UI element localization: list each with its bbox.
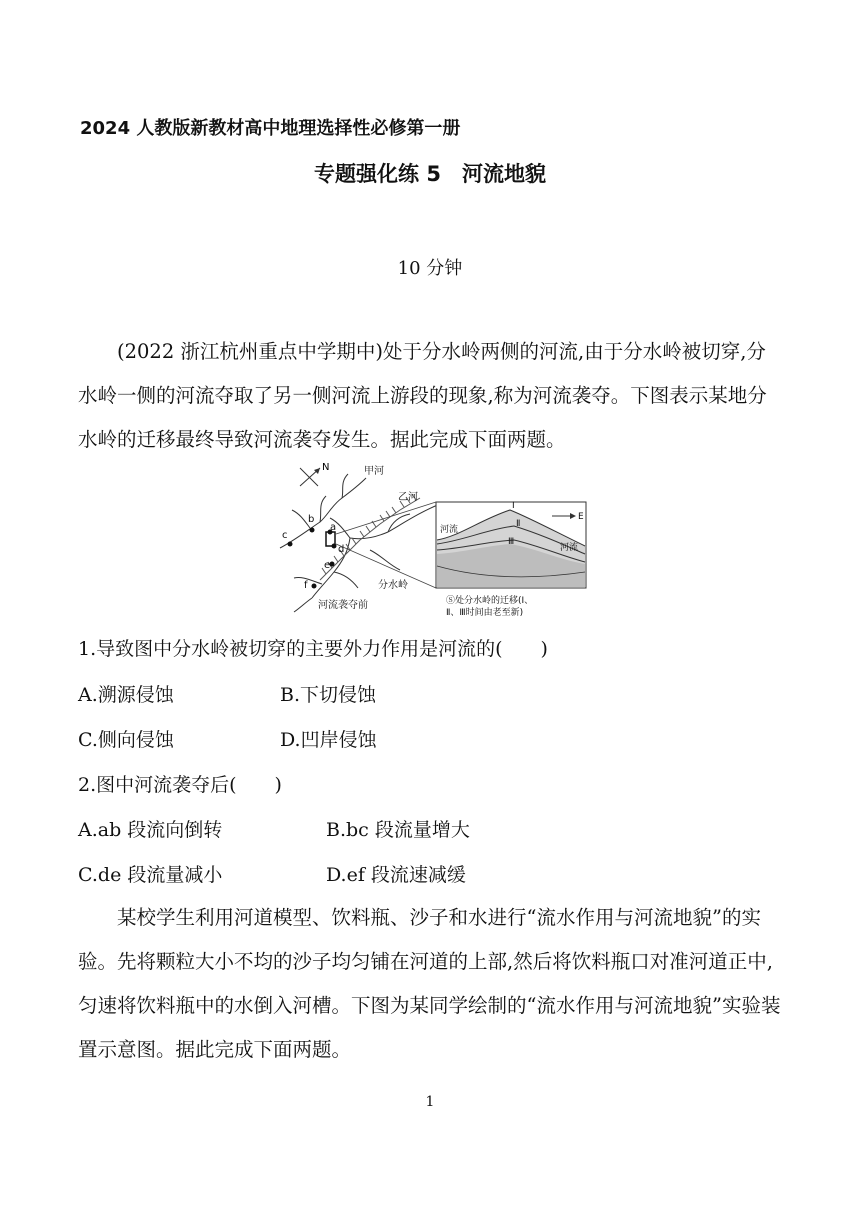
period-III-label: Ⅲ xyxy=(508,537,515,547)
question-1-stem: 1.导致图中分水岭被切穿的主要外力作用是河流的( ) xyxy=(78,638,548,660)
page-title: 专题强化练 5 河流地貌 xyxy=(314,162,546,186)
label-d: d xyxy=(338,544,345,555)
label-f: f xyxy=(304,580,308,591)
river-jia-label: 甲河 xyxy=(364,466,384,477)
figure-caption: 河流袭夺前 xyxy=(318,600,368,611)
point-markers xyxy=(288,528,337,589)
inset-river-right: 河流 xyxy=(560,543,579,553)
q2-option-c: C.de 段流量减小 xyxy=(78,864,223,886)
q2-option-d: D.ef 段流速减缓 xyxy=(326,864,466,886)
q1-option-d: D.凹岸侵蚀 xyxy=(280,729,377,751)
passage-1: (2022 浙江杭州重点中学期中)处于分水岭两侧的河流,由于分水岭被切穿,分水岭一侧的河流夺取了另一侧河流上游段的现象,称为河流袭夺。下图表示某地分水岭的迁移最终导致河流袭夺发生。据此完成下面两题。 xyxy=(78,340,767,451)
page-number: 1 xyxy=(425,1094,435,1110)
question-2-stem: 2.图中河流袭夺后( ) xyxy=(78,774,282,796)
north-label: N xyxy=(322,462,330,473)
label-b: b xyxy=(308,514,315,525)
label-e: e xyxy=(324,560,331,571)
inset-note-line1: Ⓢ处分水岭的迁移(Ⅰ、 xyxy=(446,596,534,606)
label-c: c xyxy=(282,530,288,541)
label-a: a xyxy=(330,522,337,533)
period-II-label: Ⅱ xyxy=(516,519,521,529)
passage-2: 某校学生利用河道模型、饮料瓶、沙子和水进行“流水作用与河流地貌”的实验。先将颗粒大小不均的沙子均匀铺在河道的上部,然后将饮料瓶口对准河道正中,匀速将饮料瓶中的水倒入河槽。下图为某同学绘制的“流水作用与河流地貌”实验装置示意图。据此完成下面两题。 xyxy=(78,906,781,1061)
q1-option-b: B.下切侵蚀 xyxy=(280,684,377,706)
q2-option-b: B.bc 段流量增大 xyxy=(326,819,470,841)
period-I-label: Ⅰ xyxy=(512,501,515,511)
cross-section-inset xyxy=(436,501,586,588)
document-header: 2024 人教版新教材高中地理选择性必修第一册 xyxy=(80,118,461,139)
east-label: E xyxy=(578,512,584,522)
inset-note-line2: Ⅱ、Ⅲ时间由老至新) xyxy=(446,608,524,618)
north-arrow-icon xyxy=(300,462,329,486)
q1-option-c: C.侧向侵蚀 xyxy=(78,729,174,751)
river-yi-label: 乙河 xyxy=(398,492,418,503)
q2-option-a: A.ab 段流向倒转 xyxy=(78,819,223,841)
divide-label: 分水岭 xyxy=(378,580,408,591)
q1-option-a: A.溯源侵蚀 xyxy=(78,684,174,706)
time-limit: 10 分钟 xyxy=(397,258,463,279)
inset-river-left: 河流 xyxy=(440,525,459,535)
river-capture-figure xyxy=(270,460,600,620)
